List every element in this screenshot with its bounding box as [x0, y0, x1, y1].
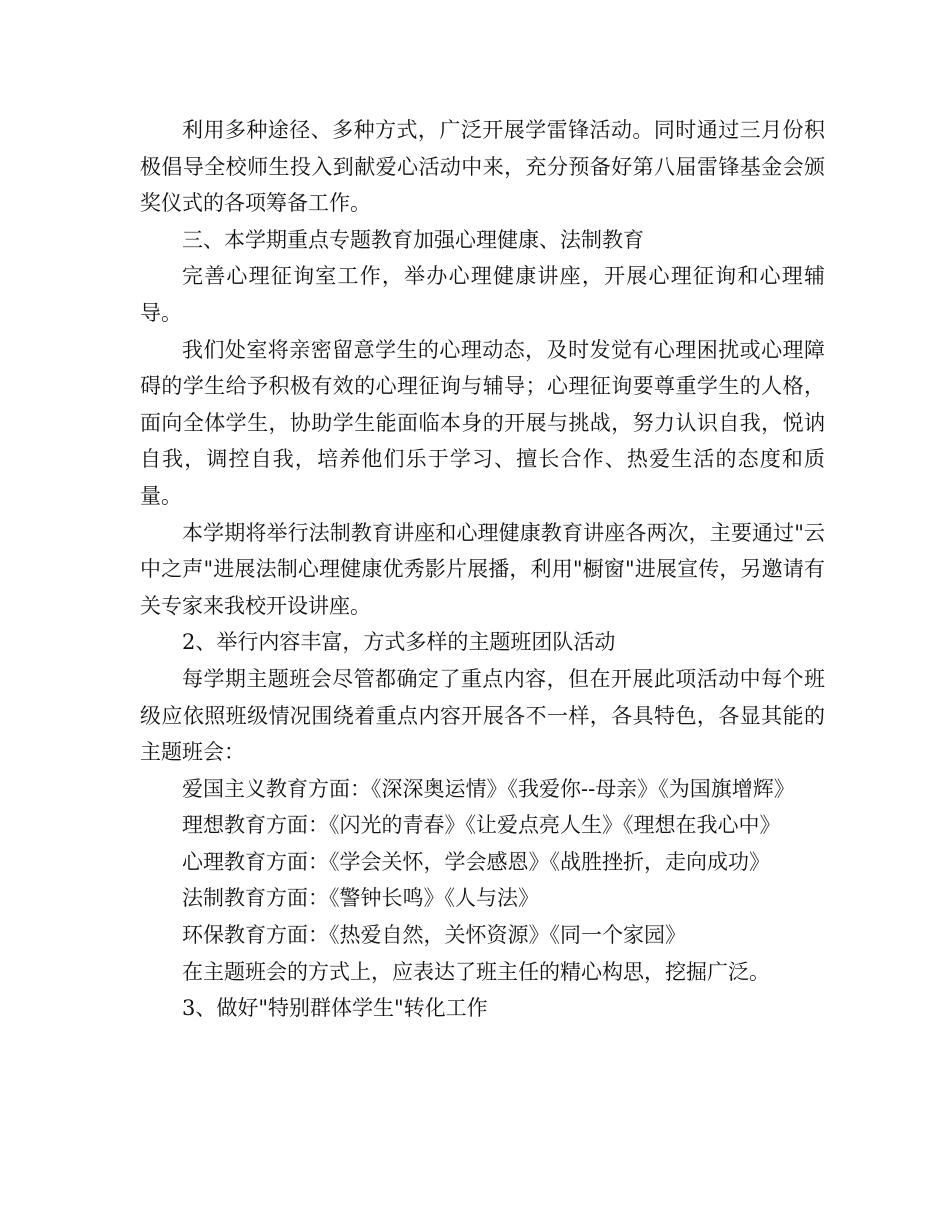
list-item-legal: 法制教育方面：《警钟长鸣》《人与法》	[182, 886, 539, 911]
subheading-special-students: 3、做好"特别群体学生"转化工作	[182, 996, 488, 1021]
list-item-ideals: 理想教育方面：《闪光的青春》《让爱点亮人生》《理想在我心中》	[182, 813, 781, 838]
paragraph-student-psychology: 我们处室将亲密留意学生的心理动态，及时发觉有心理困扰或心理障碍的学生给予积极有效的心理征询与辅导；心理征询要尊重学生的人格，面向全体学生，协助学生能面临本身的开展与挑战，努力认识自我，悦讷自我，调控自我，培养他们乐于学习、擅长合作、热爱生活的态度和质量。	[140, 337, 825, 508]
section-heading-3: 三、本学期重点专题教育加强心理健康、法制教育	[182, 227, 644, 252]
list-item-psychology: 心理教育方面：《学会关怀，学会感恩》《战胜挫折，走向成功》	[182, 849, 770, 874]
paragraph-xueleifeng-activities: 利用多种途径、多种方式，广泛开展学雷锋活动。同时通过三月份积极倡导全校师生投入到献爱心活动中来，充分预备好第八届雷锋基金会颁奖仪式的各项筹备工作。	[140, 118, 825, 216]
document-body	[140, 112, 825, 1027]
subheading-class-activities: 2、举行内容丰富，方式多样的主题班团队活动	[182, 630, 616, 655]
list-item-patriotism: 爱国主义教育方面：《深深奥运情》《我爱你--母亲》《为国旗增辉》	[182, 776, 795, 801]
paragraph-counseling-room: 完善心理征询室工作，举办心理健康讲座，开展心理征询和心理辅导。	[140, 264, 825, 325]
paragraph-class-meetings: 每学期主题班会尽管都确定了重点内容，但在开展此项活动中每个班级应依照班级情况围绕着重点内容开展各不一样，各具特色，各显其能的主题班会：	[140, 666, 825, 765]
paragraph-lectures: 本学期将举行法制教育讲座和心理健康教育讲座各两次，主要通过"云中之声"进展法制心理健康优秀影片展播，利用"橱窗"进展宣传，另邀请有关专家来我校开设讲座。	[140, 520, 825, 618]
paragraph-meeting-format: 在主题班会的方式上，应表达了班主任的精心构思，挖掘广泛。	[182, 959, 770, 984]
list-item-environment: 环保教育方面：《热爱自然，关怀资源》《同一个家园》	[182, 923, 686, 948]
